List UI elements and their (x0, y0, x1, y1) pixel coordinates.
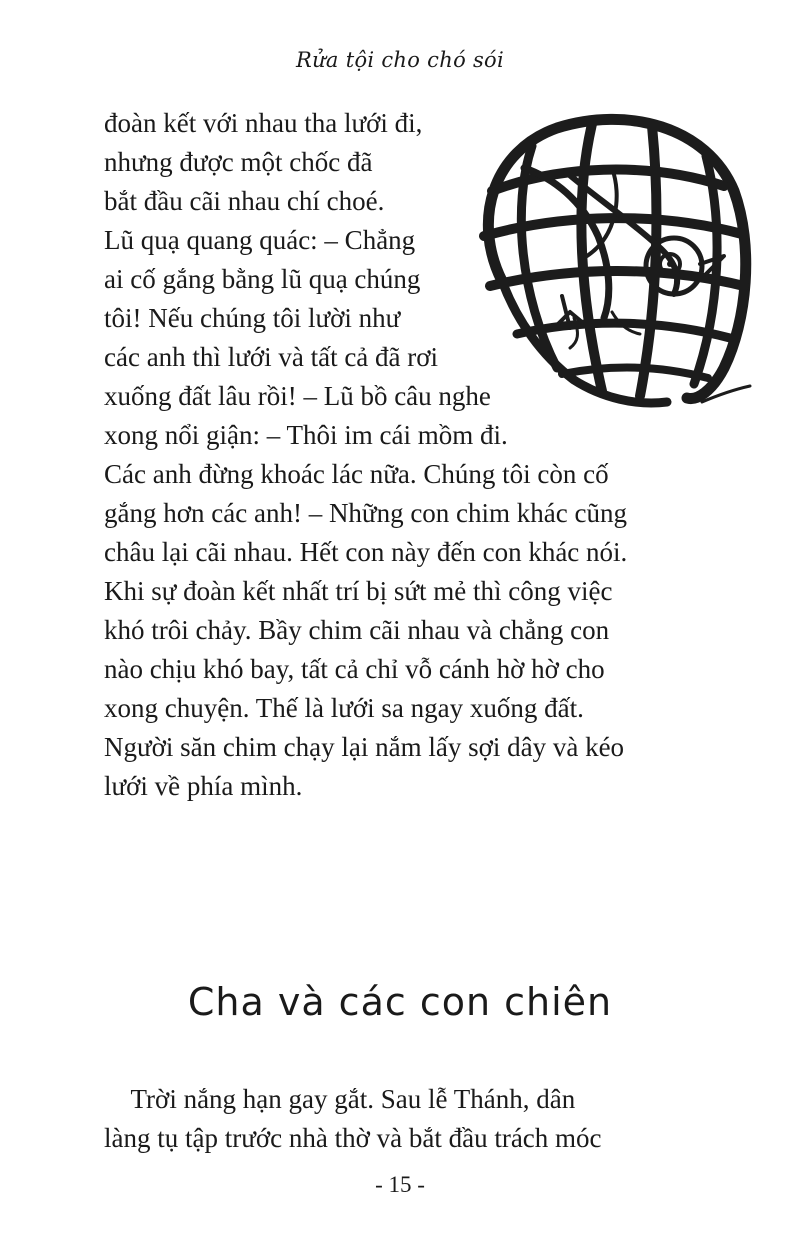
text-line: nhưng được một chốc đã (104, 147, 373, 177)
text-line: làng tụ tập trước nhà thờ và bắt đầu trách móc (104, 1123, 602, 1153)
text-line: gắng hơn các anh! – Những con chim khác cũng (104, 498, 627, 528)
bird-in-net-icon (462, 106, 752, 416)
section-heading: Cha và các con chiên (187, 980, 613, 1024)
text-line: châu lại cãi nhau. Hết con này đến con khác nói. (104, 537, 628, 567)
text-line: lưới về phía mình. (104, 771, 303, 801)
page-number: - 15 - (375, 1172, 425, 1197)
text-line: Lũ quạ quang quác: – Chẳng (104, 225, 416, 255)
story-paragraph (104, 1080, 602, 1158)
text-line: Trời nắng hạn gay gắt. Sau lễ Thánh, dân (104, 1084, 576, 1114)
text-line: xuống đất lâu rồi! – Lũ bồ câu nghe (104, 381, 491, 411)
running-title: Rửa tội cho chó sói (295, 48, 505, 72)
text-line: Các anh đừng khoác lác nữa. Chúng tôi còn cố (104, 459, 609, 489)
text-line: ai cố gắng bằng lũ quạ chúng (104, 264, 421, 294)
text-line: Người săn chim chạy lại nắm lấy sợi dây và kéo (104, 732, 625, 762)
text-line: bắt đầu cãi nhau chí choé. (104, 186, 385, 216)
text-line: các anh thì lưới và tất cả đã rơi (104, 342, 439, 372)
text-line: xong chuyện. Thế là lưới sa ngay xuống đất. (104, 693, 584, 723)
text-line: đoàn kết với nhau tha lưới đi, (104, 108, 423, 138)
text-line: nào chịu khó bay, tất cả chỉ vỗ cánh hờ hờ cho (104, 654, 605, 684)
text-line: khó trôi chảy. Bầy chim cãi nhau và chẳng con (104, 615, 610, 645)
text-line: tôi! Nếu chúng tôi lười như (104, 303, 401, 333)
text-line: Khi sự đoàn kết nhất trí bị sứt mẻ thì công việc (104, 576, 613, 606)
text-line: xong nổi giận: – Thôi im cái mồm đi. (104, 420, 508, 450)
